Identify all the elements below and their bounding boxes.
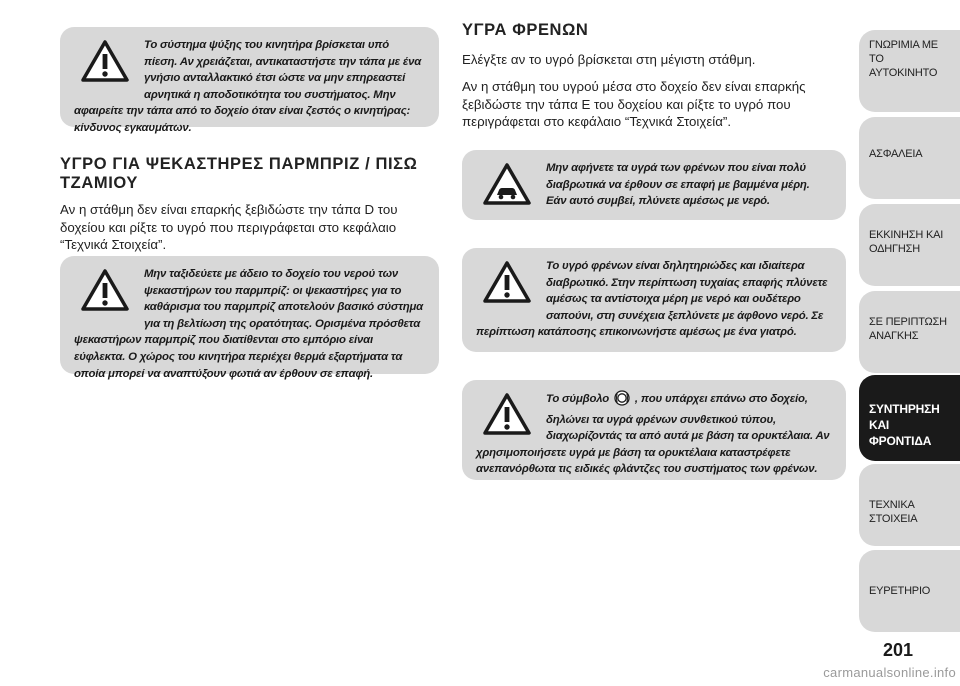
warning-triangle-icon xyxy=(74,39,136,89)
tab-getting-to-know[interactable] xyxy=(859,30,960,112)
tab-starting-and-driving[interactable] xyxy=(859,204,960,286)
tab-label: ΑΣΦΑΛΕΙΑ xyxy=(869,148,923,160)
brake-fluid-poison-warning-text: Το υγρό φρένων είναι δηλητηριώδες και ιδιαίτερα διαβρωτικό. Στην περίπτωση τυχαίας επαφής πλύνετε αμέσως τα αντίστοιχα μέρη με νερό και ουδέτερο σαπούνι, στη συνέχεια ξεπλύνετε με άφθονο νερό. Σε περίπτωση κατάποσης επικοινωνήστε αμέσως με ένα γιατρό. xyxy=(476,260,828,339)
tab-label: ΓΝΩΡΙΜΙΑ ΜΕ ΤΟ ΑΥΤΟΚΙΝΗΤΟ xyxy=(869,39,938,79)
brake-fluid-paragraph-2: Αν η στάθμη του υγρού μέσα στο δοχείο δεν είναι επαρκής ξεβιδώστε την τάπα Ε του δοχείου και ρίξτε το υγρό που περιγράφεται στο κεφάλαιο “Τεχνικά Στοιχεία”. xyxy=(462,79,806,129)
synthetic-fluid-symbol-warning-box xyxy=(462,380,846,480)
symbol-warning-text-before: Το σύμβολο xyxy=(546,393,609,405)
washer-fluid-warning-text: Μην ταξιδεύετε με άδειο το δοχείο του νερού των ψεκαστήρων του παρμπρίζ: οι ψεκαστήρες για το καθάρισμα του παρμπρίζ αποτελούν βασικό σύστημα για τη βελτίωση της ορατότητας. Ορισμένα πρόσθετα ψεκαστήρων παρμπρίζ που διατίθενται στο εμπόριο είναι εύφλεκτα. Ο χώρος του κινητήρα περιέχει θερμά εξαρτήματα τα οποία μπορεί να αναπτύξουν φωτιά αν έρθουν σε επαφή. xyxy=(74,268,423,380)
engine-coolant-warning-text: Το σύστημα ψύξης του κινητήρα βρίσκεται υπό πίεση. Αν χρειάζεται, αντικαταστήστε την τάπα με ένα γνήσιο ανταλλακτικό έτσι ώστε να μην επηρεαστεί αρνητικά η αποδοτικότητα του συστήματος. Μην αφαιρείτε την τάπα από το δοχείο όταν είναι ζεστός ο κινητήρας: κίνδυνος εγκαυμάτων. xyxy=(74,39,422,134)
tab-maintenance-and-care[interactable] xyxy=(859,375,960,461)
tab-technical-data[interactable] xyxy=(859,464,960,546)
tab-label: ΣΥΝΤΗΡΗΣΗ ΚΑΙ ΦΡΟΝΤΙΔΑ xyxy=(869,402,940,448)
tab-label: ΣΕ ΠΕΡΙΠΤΩΣΗ ΑΝΑΓΚΗΣ xyxy=(869,316,947,342)
washer-fluid-paragraph: Αν η στάθμη δεν είναι επαρκής ξεβιδώστε την τάπα D του δοχείου και ρίξτε το υγρό που περιγράφεται στο κεφάλαιο “Τεχνικά Στοιχεία”. xyxy=(60,202,398,252)
brake-fluid-paragraph-1: Ελέγξτε αν το υγρό βρίσκεται στη μέγιστη στάθμη. xyxy=(462,52,756,67)
washer-fluid-heading: ΥΓΡΟ ΓΙΑ ΨΕΚΑΣΤΗΡΕΣ ΠΑΡΜΠΡΙΖ / ΠΙΣΩ ΤΖΑΜΙΟΥ xyxy=(60,155,418,192)
tab-label: ΕΥΡΕΤΗΡΙΟ xyxy=(869,585,931,597)
paint-caution-box xyxy=(462,150,846,220)
symbol-warning-text-after: , που υπάρχει επάνω στο δοχείο, δηλώνει τα υγρά φρένων συνθετικού τύπου, διαχωρίζοντάς τα από αυτά με βάση τα ορυκτέλαια. Αν χρησιμοποιήσετε υγρά με βάση τα ορυκτέλαια καταστρέφετε ανεπανόρθωτα τις ειδικές φλάντζες του συστήματος των φρένων. xyxy=(476,393,830,476)
page-number: 201 xyxy=(882,640,914,660)
tab-index[interactable] xyxy=(859,550,960,632)
car-caution-triangle-icon xyxy=(476,162,538,212)
warning-triangle-icon xyxy=(74,268,136,318)
watermark: carmanualsonline.info xyxy=(823,665,956,680)
warning-triangle-icon xyxy=(476,260,538,310)
brake-fluid-symbol-icon xyxy=(614,390,630,412)
paint-caution-text: Μην αφήνετε τα υγρά των φρένων που είναι πολύ διαβρωτικά να έρθουν σε επαφή με βαμμένα μέρη. Εάν αυτό συμβεί, πλύνετε αμέσως με νερό. xyxy=(546,162,810,208)
tab-safety[interactable] xyxy=(859,117,960,199)
engine-coolant-warning-box xyxy=(60,27,439,134)
tab-label: ΕΚΚΙΝΗΣΗ ΚΑΙ ΟΔΗΓΗΣΗ xyxy=(869,229,944,255)
brake-fluid-poison-warning-box xyxy=(462,248,846,352)
tab-emergency[interactable] xyxy=(859,291,960,373)
warning-triangle-icon xyxy=(476,392,538,442)
brake-fluid-heading: ΥΓΡΑ ΦΡΕΝΩΝ xyxy=(462,21,589,39)
tab-label: ΤΕΧΝΙΚΑ ΣΤΟΙΧΕΙΑ xyxy=(869,499,918,525)
washer-fluid-warning-box xyxy=(60,256,439,380)
